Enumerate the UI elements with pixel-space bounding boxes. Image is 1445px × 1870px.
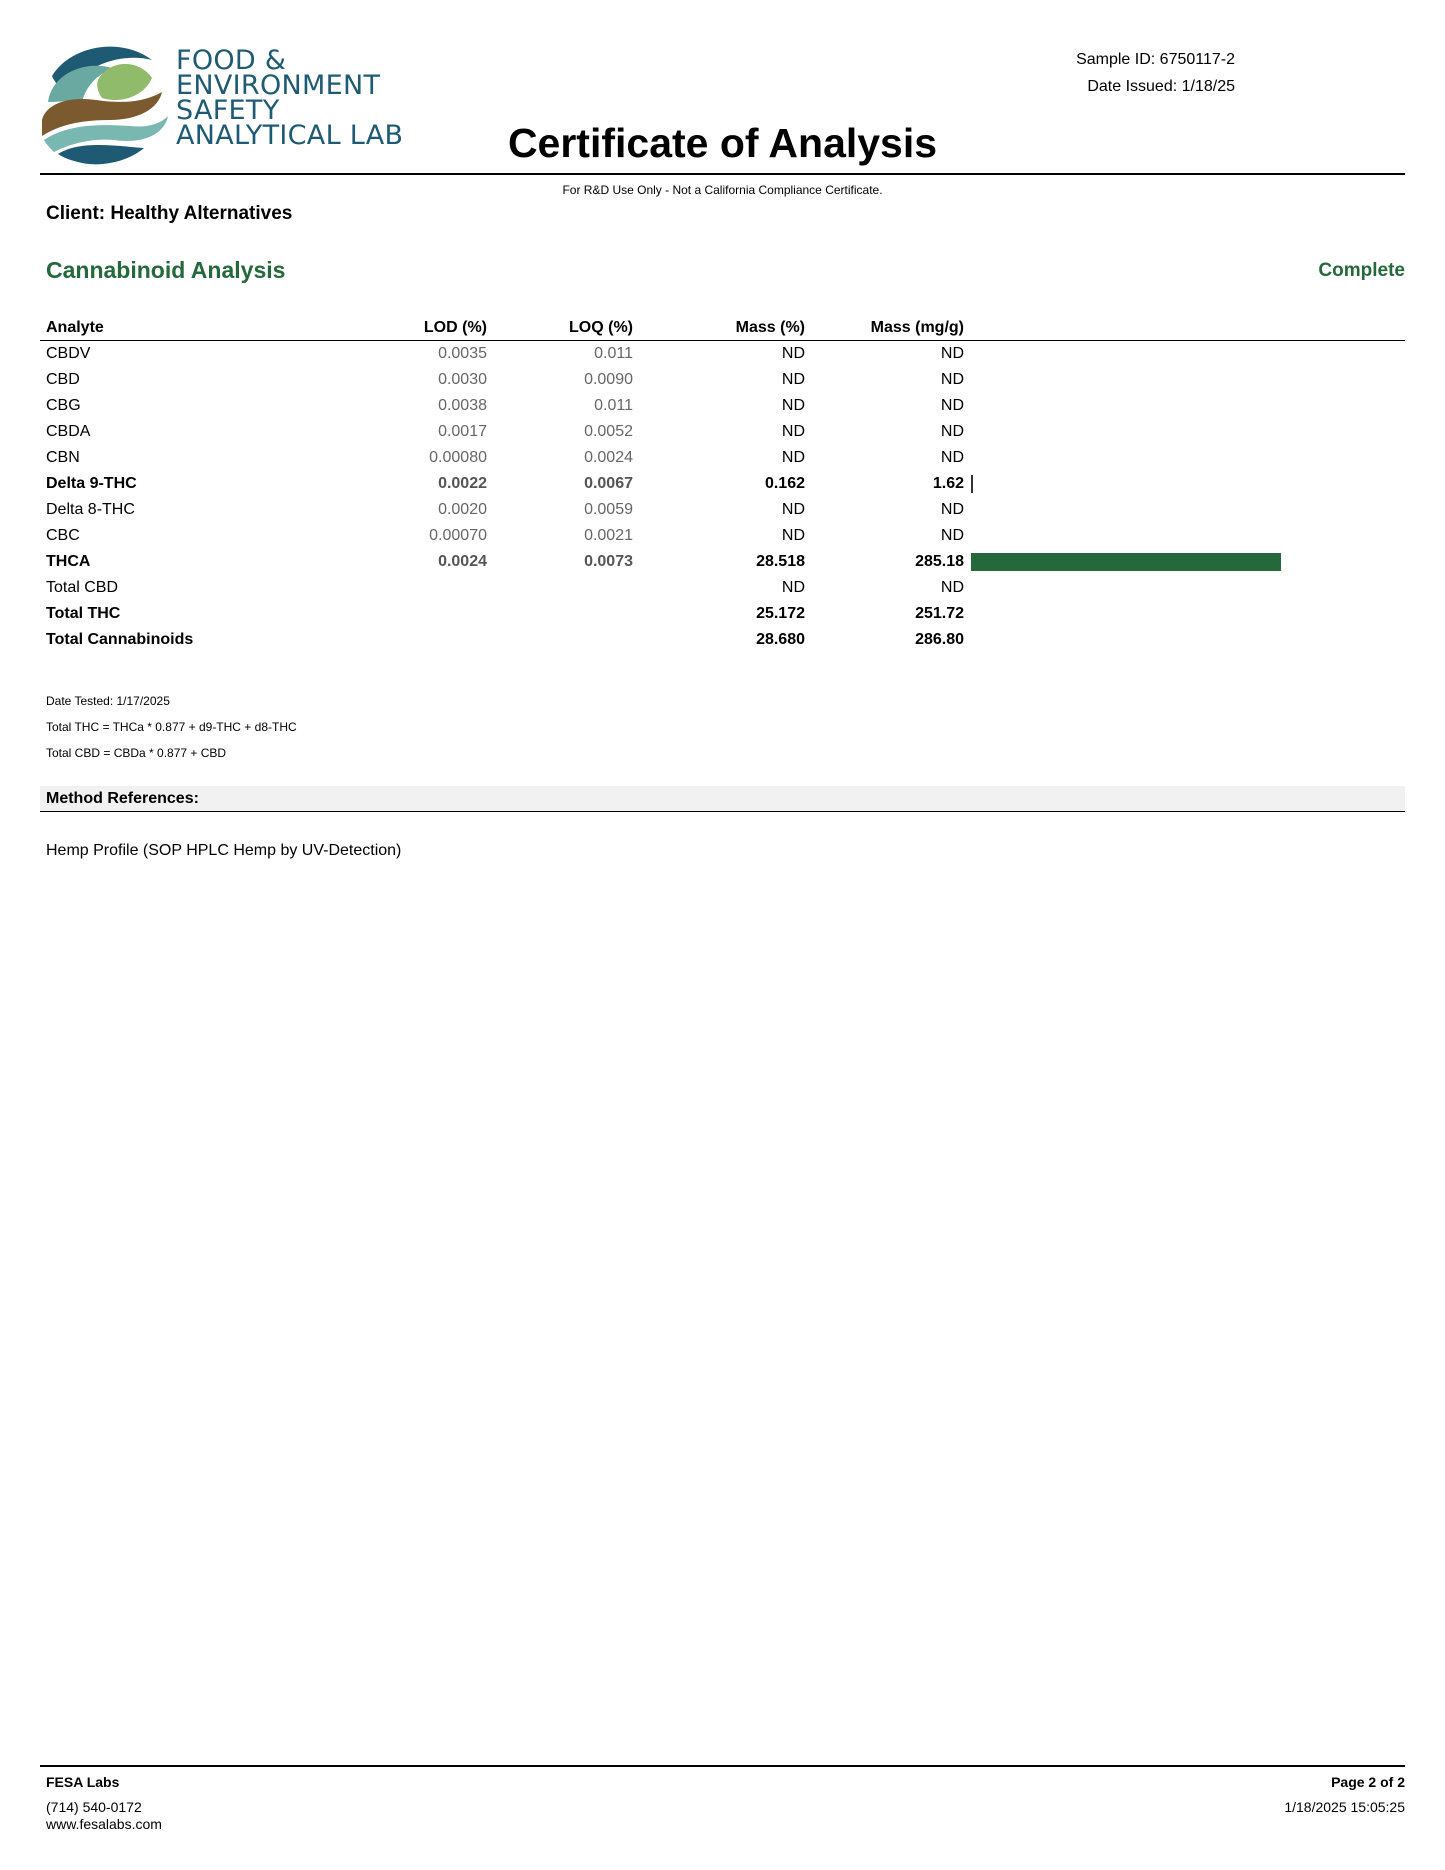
- footer-company: FESA Labs: [46, 1774, 120, 1790]
- mass-mg-cell: ND: [940, 501, 964, 518]
- table-row: [40, 523, 1405, 549]
- mass-pct-cell: ND: [781, 449, 805, 466]
- column-header-loq: LOQ (%): [569, 319, 633, 336]
- analyte-cell: CBN: [46, 449, 80, 466]
- loq-cell: 0.011: [594, 397, 633, 414]
- column-header-mass-mg: Mass (mg/g): [870, 319, 964, 336]
- loq-cell: 0.011: [594, 345, 633, 362]
- analyte-cell: CBC: [46, 527, 80, 544]
- lod-cell: 0.0035: [438, 345, 487, 362]
- concentration-bar: [971, 475, 973, 493]
- table-row: [40, 341, 1405, 367]
- footer-phone: (714) 540-0172: [46, 1799, 142, 1815]
- table-header: [40, 315, 1405, 341]
- mass-mg-cell: ND: [940, 527, 964, 544]
- lod-cell: 0.00070: [429, 527, 487, 544]
- footer-timestamp: 1/18/2025 15:05:25: [1284, 1799, 1405, 1815]
- table-row: [40, 471, 1405, 497]
- logo-line: ENVIRONMENT: [176, 70, 381, 101]
- table-row: [40, 419, 1405, 445]
- mass-pct-cell: 25.172: [756, 605, 805, 622]
- note-total-thc-formula: Total THC = THCa * 0.877 + d9-THC + d8-THC: [46, 720, 297, 734]
- table-row: [40, 445, 1405, 471]
- header-divider: [40, 173, 1405, 175]
- page-number: Page 2 of 2: [1331, 1774, 1405, 1790]
- analyte-cell: Total Cannabinoids: [46, 631, 194, 648]
- mass-pct-cell: ND: [781, 423, 805, 440]
- disclaimer: For R&D Use Only - Not a California Compliance Certificate.: [562, 183, 883, 197]
- mass-pct-cell: 28.680: [756, 631, 805, 648]
- mass-pct-cell: ND: [781, 501, 805, 518]
- table-row: [40, 497, 1405, 523]
- lod-cell: 0.0030: [438, 371, 487, 388]
- method-reference: Hemp Profile (SOP HPLC Hemp by UV-Detection): [46, 842, 402, 859]
- column-header-lod: LOD (%): [423, 319, 487, 336]
- logo-line: FOOD &: [176, 45, 287, 76]
- mass-mg-cell: ND: [940, 449, 964, 466]
- column-header-mass-pct: Mass (%): [735, 319, 805, 336]
- analyte-cell: Total THC: [46, 605, 121, 622]
- loq-cell: 0.0059: [584, 501, 633, 518]
- note-date-tested: Date Tested: 1/17/2025: [46, 694, 170, 708]
- loq-cell: 0.0024: [584, 449, 633, 466]
- analyte-cell: CBDA: [46, 423, 91, 440]
- mass-pct-cell: ND: [781, 397, 805, 414]
- mass-mg-cell: ND: [940, 345, 964, 362]
- table-row: [40, 575, 1405, 601]
- note-total-cbd-formula: Total CBD = CBDa * 0.877 + CBD: [46, 746, 227, 760]
- mass-mg-cell: ND: [940, 397, 964, 414]
- lod-cell: 0.0017: [438, 423, 487, 440]
- sample-info: [1076, 46, 1235, 100]
- loq-cell: 0.0021: [584, 527, 633, 544]
- mass-pct-cell: ND: [781, 579, 805, 596]
- lod-cell: 0.0038: [438, 397, 487, 414]
- document-title: Certificate of Analysis: [507, 120, 938, 166]
- mass-mg-cell: ND: [940, 423, 964, 440]
- mass-pct-cell: 0.162: [764, 475, 805, 492]
- footer-website: www.fesalabs.com: [46, 1816, 162, 1832]
- method-references-title: Method References:: [46, 790, 199, 807]
- analyte-cell: CBG: [46, 397, 81, 414]
- mass-pct-cell: ND: [781, 345, 805, 362]
- loq-cell: 0.0090: [584, 371, 633, 388]
- sample-id: Sample ID: 6750117-2: [1076, 51, 1235, 68]
- analyte-cell: Delta 9-THC: [46, 475, 137, 492]
- lod-cell: 0.0024: [438, 553, 487, 570]
- mass-pct-cell: 28.518: [756, 553, 805, 570]
- method-references-header: [40, 786, 1405, 812]
- footer-divider: [40, 1765, 1405, 1767]
- analyte-cell: THCA: [46, 553, 91, 570]
- table-row: [40, 627, 1405, 653]
- concentration-bar: [971, 553, 1281, 571]
- logo-line: SAFETY: [176, 95, 280, 126]
- mass-mg-cell: 1.62: [932, 475, 964, 492]
- mass-pct-cell: ND: [781, 371, 805, 388]
- table-row: [40, 601, 1405, 627]
- analysis-notes: [46, 688, 297, 766]
- loq-cell: 0.0073: [584, 553, 633, 570]
- lod-cell: 0.00080: [429, 449, 487, 466]
- lod-cell: 0.0022: [438, 475, 487, 492]
- loq-cell: 0.0052: [584, 423, 633, 440]
- date-issued: Date Issued: 1/18/25: [1087, 78, 1235, 95]
- section-title: Cannabinoid Analysis: [46, 257, 286, 283]
- mass-pct-cell: ND: [781, 527, 805, 544]
- status-badge: Complete: [1318, 260, 1405, 281]
- logo-line: ANALYTICAL LAB: [176, 120, 404, 151]
- footer-meta: [1284, 1774, 1405, 1816]
- table-row: [40, 393, 1405, 419]
- loq-cell: 0.0067: [584, 475, 633, 492]
- table-row: [40, 549, 1405, 575]
- cannabinoid-table: [40, 315, 1405, 653]
- analyte-cell: CBD: [46, 371, 80, 388]
- lod-cell: 0.0020: [438, 501, 487, 518]
- column-header-analyte: Analyte: [46, 319, 104, 336]
- analyte-cell: CBDV: [46, 345, 91, 362]
- client-name: Client: Healthy Alternatives: [46, 203, 293, 224]
- mass-mg-cell: 251.72: [915, 605, 964, 622]
- mass-mg-cell: 286.80: [915, 631, 964, 648]
- analyte-cell: Total CBD: [46, 579, 119, 596]
- mass-mg-cell: 285.18: [915, 553, 964, 570]
- table-row: [40, 367, 1405, 393]
- table-body: [40, 341, 1405, 653]
- mass-mg-cell: ND: [940, 371, 964, 388]
- footer-contact: [46, 1774, 162, 1833]
- analyte-cell: Delta 8-THC: [46, 501, 135, 518]
- mass-mg-cell: ND: [940, 579, 964, 596]
